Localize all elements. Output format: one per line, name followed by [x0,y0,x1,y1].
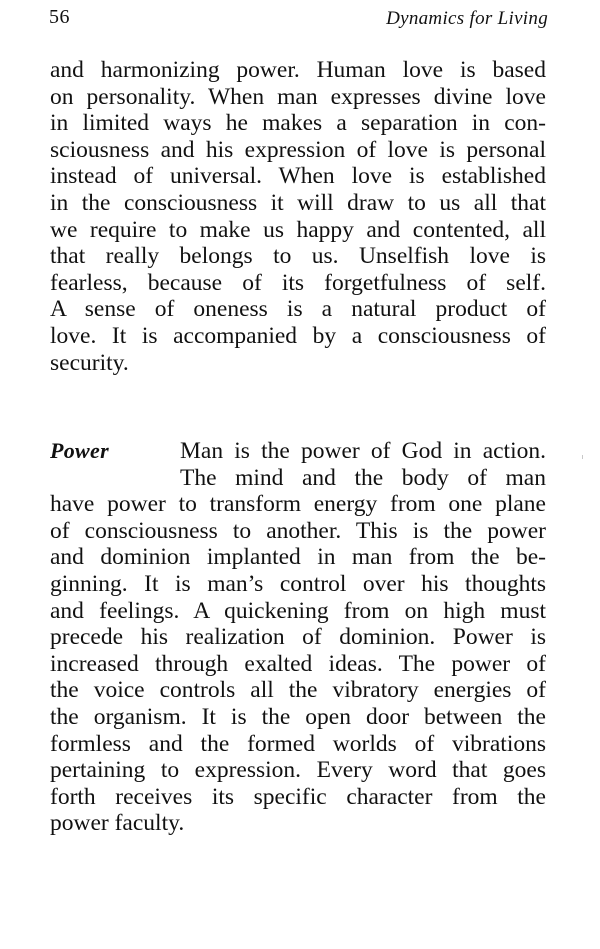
text-line: increased through exalted ideas. The power of [50,650,546,677]
text-line: precede his realization of dominion. Power is [50,624,546,651]
text-line: and dominion implanted in man from the be- [50,544,546,571]
heading-row [50,438,546,465]
text-line: we require to make us happy and contented, all [50,216,546,243]
text-line: in limited ways he makes a separation in con- [50,110,546,137]
text-line: Man is the power of God in action. [180,438,546,464]
text-line: instead of universal. When love is established [50,163,546,190]
text-line: of consciousness to another. This is the power [50,517,546,544]
text-line: The mind and the body of man [180,464,546,491]
page-number: 56 [49,6,70,28]
paragraph-power [50,438,546,837]
text-line: fearless, because of its forgetfulness of self. [50,269,546,296]
text-line: ginning. It is man’s control over his thoughts [50,570,546,597]
running-head [49,6,548,36]
text-line: the voice controls all the vibratory energies of [50,677,546,704]
text-line: pertaining to expression. Every word that goes [50,757,546,784]
text-line: love. It is accompanied by a consciousness of [50,322,546,349]
text-line: and feelings. A quickening from on high must [50,597,546,624]
text-line: the organism. It is the open door between the [50,703,546,730]
text-line: that really belongs to us. Unselfish love is [50,243,546,270]
text-line: forth receives its specific character from the [50,783,546,810]
book-title: Dynamics for Living [386,8,548,29]
text-line: sciousness and his expression of love is personal [50,136,546,163]
text-line: and harmonizing power. Human love is based [50,57,546,83]
text-line: power faculty. [50,810,185,837]
print-speck [582,455,583,459]
text-line: security. [50,349,129,376]
text-line: formless and the formed worlds of vibrations [50,730,546,757]
text-line: have power to transform energy from one plane [50,491,546,518]
text-line: on personality. When man expresses divine love [50,83,546,110]
text-line: in the consciousness it will draw to us all that [50,189,546,216]
text-line: A sense of oneness is a natural product of [50,296,546,323]
section-heading-power: Power [50,438,109,463]
paragraph-love [50,57,546,376]
